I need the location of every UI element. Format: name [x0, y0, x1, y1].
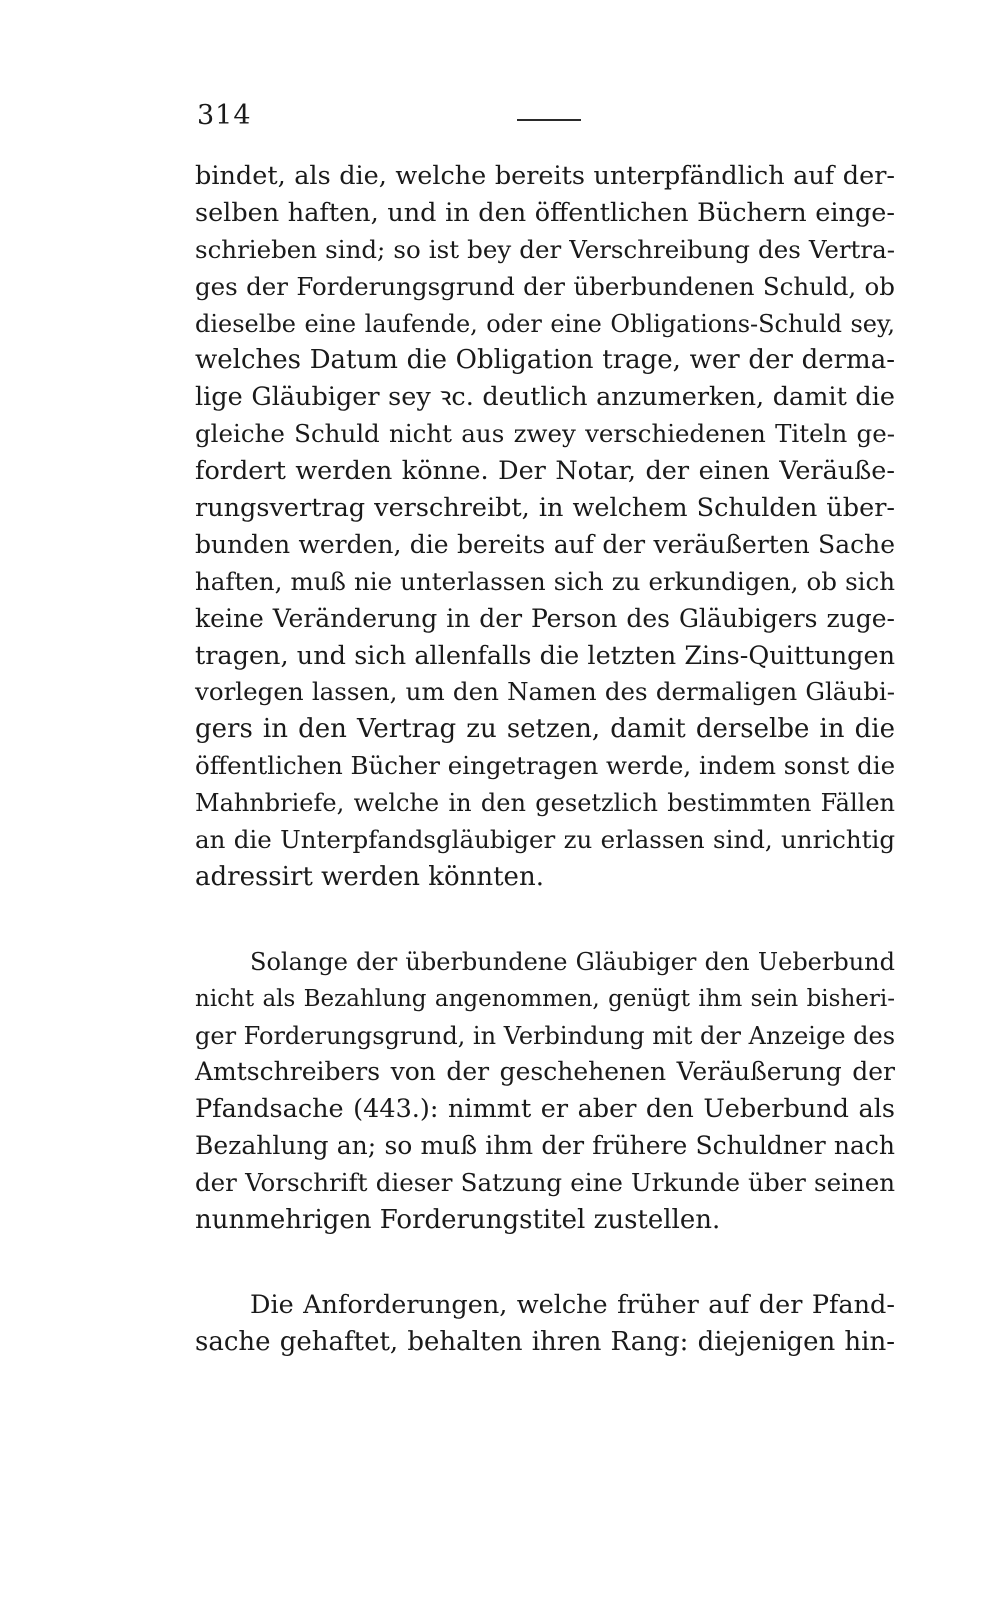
- text-line: vorlegen lassen, um den Namen des dermaligen Gläubi-: [195, 677, 895, 707]
- text-line: Bezahlung an; so muß ihm der frühere Schuldner nach: [195, 1131, 895, 1161]
- text-line: nicht als Bezahlung angenommen, genügt ihm sein bisheri-: [195, 985, 895, 1012]
- text-line: gers in den Vertrag zu setzen, damit derselbe in die: [195, 714, 895, 745]
- paragraph-gap: [195, 1239, 895, 1287]
- text-line: bunden werden, die bereits auf der veräußerten Sache: [195, 529, 895, 559]
- text-line: an die Unterpfandsgläubiger zu erlassen sind, unrichtig: [195, 825, 895, 855]
- paragraph-gap: [195, 896, 895, 944]
- text-line: dieselbe eine laufende, oder eine Obligations-Schuld sey,: [195, 309, 895, 338]
- paragraph-2: [195, 944, 895, 1239]
- body-text: [195, 158, 895, 1361]
- text-line: tragen, und sich allenfalls die letzten Zins-Quittungen: [195, 640, 895, 671]
- text-line: welches Datum die Obligation trage, wer der derma-: [195, 345, 895, 376]
- text-line: Mahnbriefe, welche in den gesetzlich bestimmten Fällen: [195, 789, 895, 818]
- paragraph-3: [195, 1287, 895, 1361]
- page-number: 314: [197, 100, 252, 131]
- text-line: öffentlichen Bücher eingetragen werde, indem sonst die: [195, 751, 896, 781]
- text-line: adressirt werden könnten.: [195, 861, 544, 892]
- paragraph-1: [195, 158, 895, 896]
- text-line: sache gehaftet, behalten ihren Rang: diejenigen hin-: [195, 1326, 895, 1357]
- text-line: gleiche Schuld nicht aus zwey verschiedenen Titeln ge-: [195, 419, 895, 449]
- text-line: Solange der überbundene Gläubiger den Ueberbund: [250, 947, 895, 976]
- text-line: keine Veränderung in der Person des Gläubigers zuge-: [195, 603, 895, 633]
- text-line: Amtschreibers von der geschehenen Veräußerung der: [195, 1057, 895, 1087]
- text-line: bindet, als die, welche bereits unterpfändlich auf der-: [195, 161, 895, 191]
- text-line: Pfandsache (443.): nimmt er aber den Ueberbund als: [195, 1094, 895, 1125]
- header-rule: [517, 119, 581, 121]
- page-header: [197, 100, 817, 140]
- text-line: der Vorschrift dieser Satzung eine Urkunde über seinen: [195, 1168, 895, 1198]
- text-line: Die Anforderungen, welche früher auf der Pfand-: [250, 1289, 895, 1320]
- text-line: fordert werden könne. Der Notar, der einen Veräuße-: [195, 456, 895, 487]
- text-line: lige Gläubiger sey ꝛc. deutlich anzumerken, damit die: [195, 382, 895, 413]
- text-line: ges der Forderungsgrund der überbundenen Schuld, ob: [195, 271, 895, 301]
- text-line: selben haften, und in den öffentlichen Büchern einge-: [195, 197, 895, 228]
- text-line: nunmehrigen Forderungstitel zustellen.: [195, 1205, 721, 1236]
- text-line: schrieben sind; so ist bey der Verschreibung des Vertra-: [195, 234, 895, 264]
- text-line: ger Forderungsgrund, in Verbindung mit der Anzeige des: [195, 1021, 896, 1050]
- text-line: rungsvertrag verschreibt, in welchem Schulden über-: [195, 493, 895, 524]
- text-line: haften, muß nie unterlassen sich zu erkundigen, ob sich: [195, 566, 895, 596]
